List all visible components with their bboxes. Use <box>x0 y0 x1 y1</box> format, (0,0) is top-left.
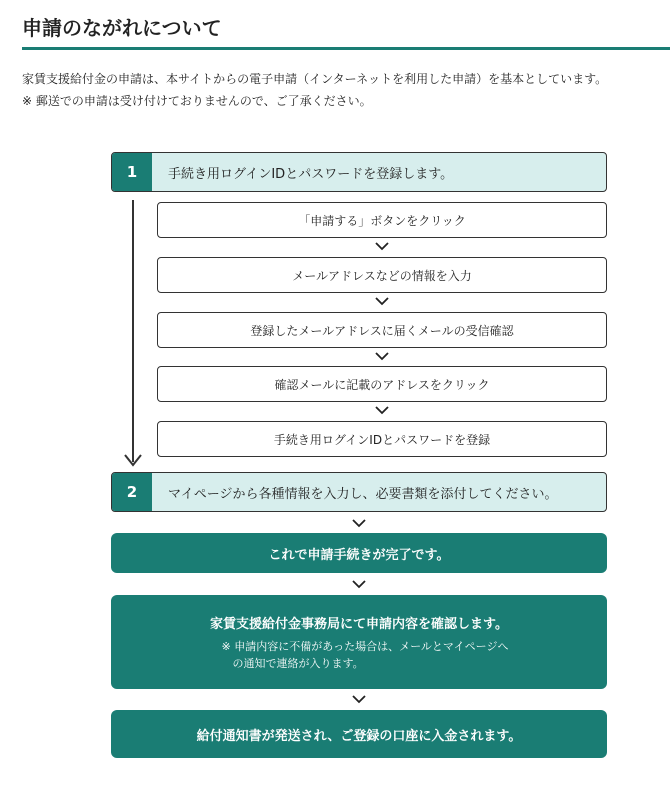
review-note <box>210 638 509 672</box>
chevron-down-icon <box>352 694 366 704</box>
page-title: 申請のながれについて <box>22 16 222 40</box>
application-complete-box: これで申請手続きが完了です。 <box>111 533 607 573</box>
review-box <box>111 595 607 689</box>
chevron-down-icon <box>375 241 389 251</box>
step-1-label: 手続き用ログインIDとパスワードを登録します。 <box>168 166 454 182</box>
payment-box: 給付通知書が発送され、ご登録の口座に入金されます。 <box>111 710 607 758</box>
intro-line-1: 家賃支援給付金の申請は、本サイトからの電子申請（インターネットを利用した申請）を基本としています。 <box>22 72 608 86</box>
review-note-line-2: の通知で連絡が入ります。 <box>221 656 364 670</box>
chevron-down-icon <box>375 351 389 361</box>
step-1-progress-line <box>132 200 134 462</box>
step-1-number: 1 <box>112 153 152 191</box>
review-title: 家賃支援給付金事務局にて申請内容を確認します。 <box>210 616 508 632</box>
substep-confirm-mail: 登録したメールアドレスに届くメールの受信確認 <box>157 312 607 348</box>
title-underline <box>22 47 670 50</box>
review-note-line-1: ※ 申請内容に不備があった場合は、メールとマイページへ <box>221 639 509 653</box>
step-1-header <box>111 152 607 192</box>
step-2-header <box>111 472 607 512</box>
chevron-down-icon <box>375 405 389 415</box>
intro-text <box>22 68 607 112</box>
chevron-down-icon <box>375 296 389 306</box>
substep-click-link: 確認メールに記載のアドレスをクリック <box>157 366 607 402</box>
intro-note: ※ 郵送での申請は受け付けておりませんので、ご了承ください。 <box>22 94 372 108</box>
chevron-down-icon <box>352 518 366 528</box>
arrow-down-icon <box>124 452 142 466</box>
step-2-label: マイページから各種情報を入力し、必要書類を添付してください。 <box>168 486 558 502</box>
step-2-number: 2 <box>112 473 152 511</box>
substep-enter-email: メールアドレスなどの情報を入力 <box>157 257 607 293</box>
chevron-down-icon <box>352 579 366 589</box>
substep-click-apply: 「申請する」ボタンをクリック <box>157 202 607 238</box>
substep-register-credentials: 手続き用ログインIDとパスワードを登録 <box>157 421 607 457</box>
